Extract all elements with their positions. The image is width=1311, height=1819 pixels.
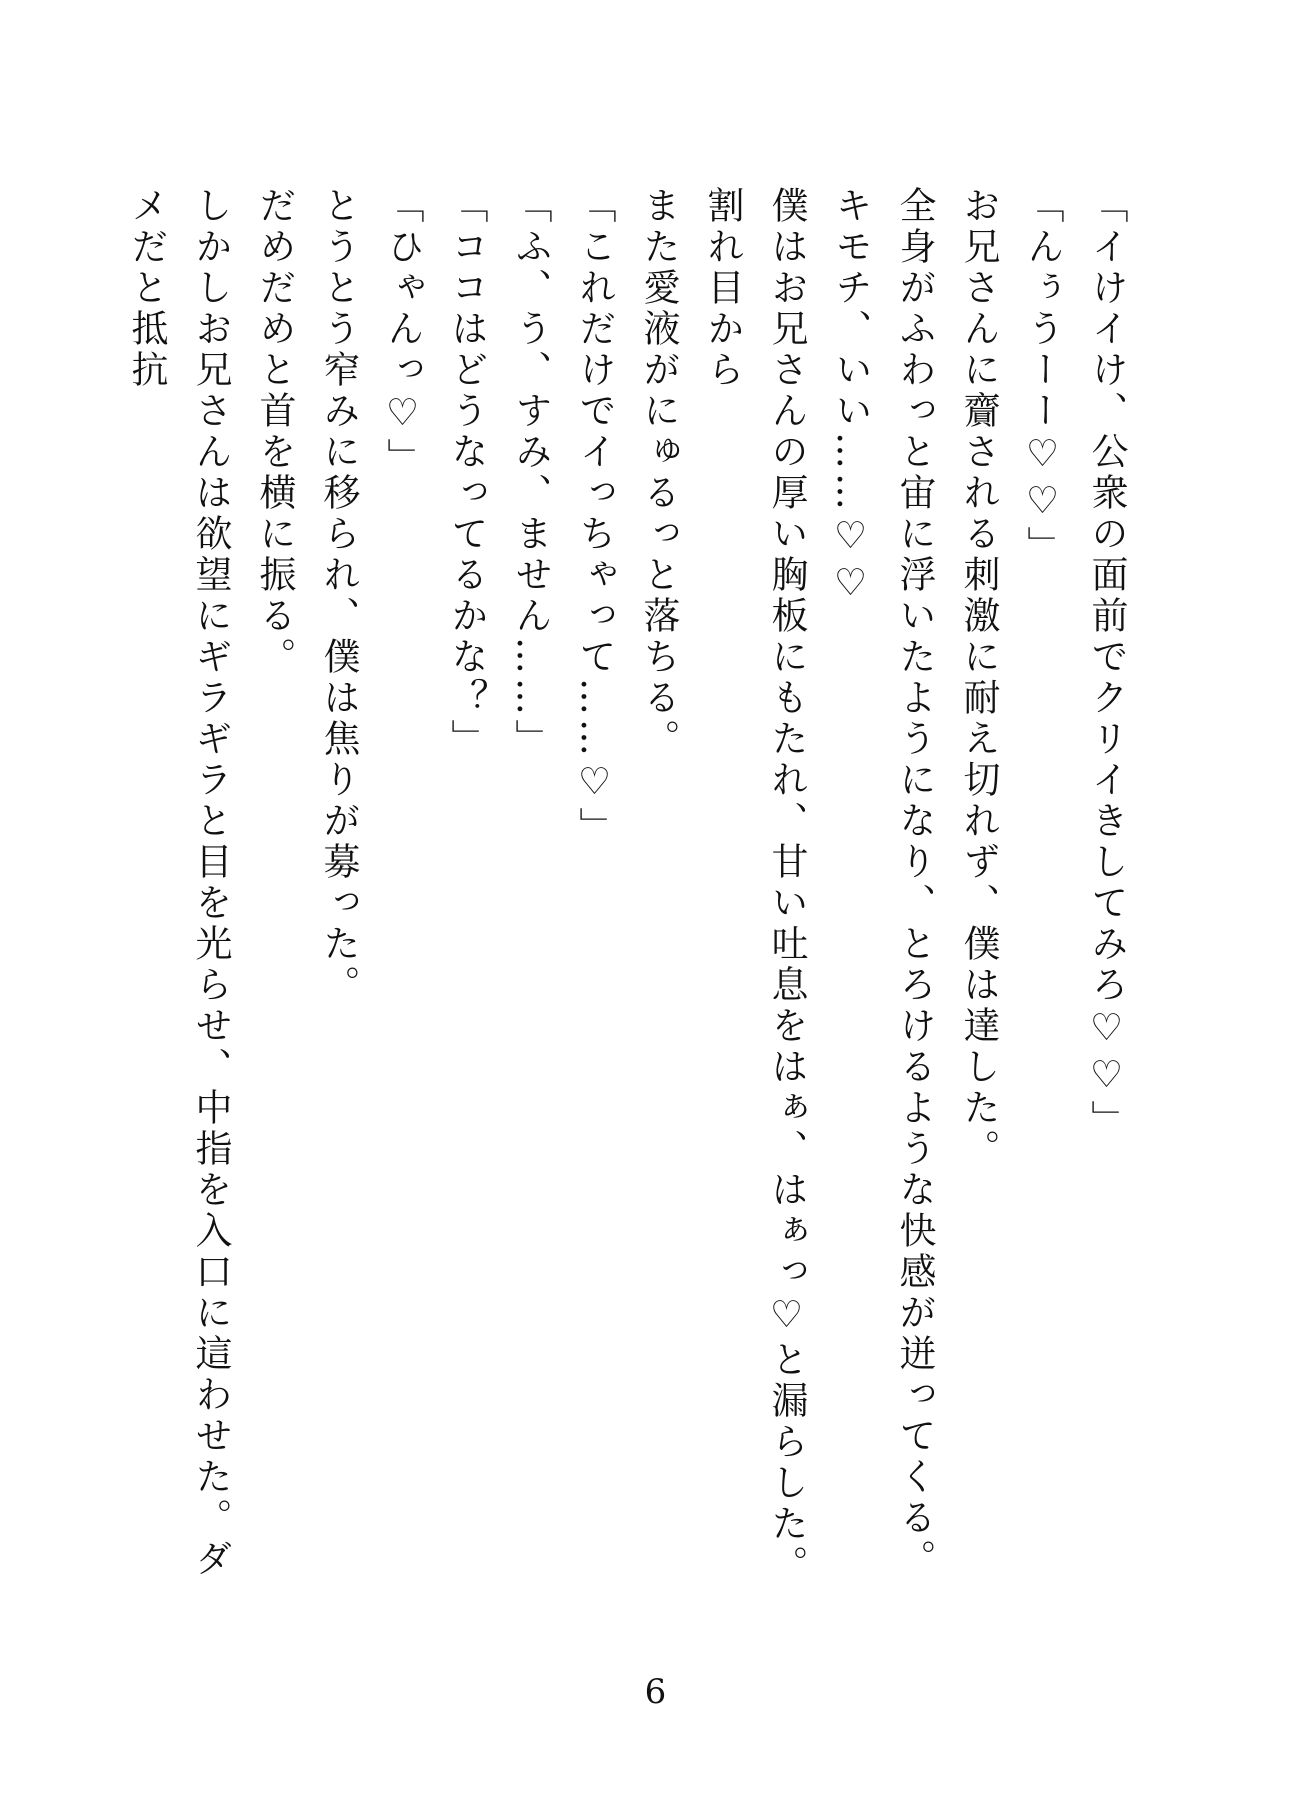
text-line-3: お兄さんに齎される刺激に耐え切れず、僕は達した。 <box>957 186 1000 1170</box>
text-line-9: 「ふ、う、すみ、ません……」 <box>509 186 552 760</box>
text-line-5: キモチ、いい……♡♡ <box>829 186 872 608</box>
text-line-2: 「んぅうーー♡♡」 <box>1021 186 1064 567</box>
text-line-10: 「ココはどうなってるかな？」 <box>445 186 488 760</box>
vertical-text-body <box>125 186 1138 1596</box>
text-line-8: 「これだけでイっちゃって……♡」 <box>573 186 616 848</box>
text-line-4: 全身がふわっと宙に浮いたようになり、とろけるような快感が迸ってくる。 <box>893 186 936 1580</box>
text-line-6: 僕はお兄さんの厚い胸板にもたれ、甘い吐息をはぁ、はぁっ♡と漏らした。割れ目から <box>701 186 808 1586</box>
text-line-12: とうとう窄みに移られ、僕は焦りが募った。 <box>317 186 360 1006</box>
text-line-1: 「イけイけ、公衆の面前でクリイきしてみろ♡♡」 <box>1085 186 1128 1141</box>
text-line-7: また愛液がにゅるっと落ちる。 <box>637 186 680 760</box>
text-line-11: 「ひゃんっ♡」 <box>381 186 424 479</box>
text-line-14: しかしお兄さんは欲望にギラギラと目を光らせ、中指を入口に這わせた。ダメだと抵抗 <box>125 186 232 1580</box>
page-number: 6 <box>644 1672 667 1712</box>
text-line-13: だめだめと首を横に振る。 <box>253 186 296 678</box>
